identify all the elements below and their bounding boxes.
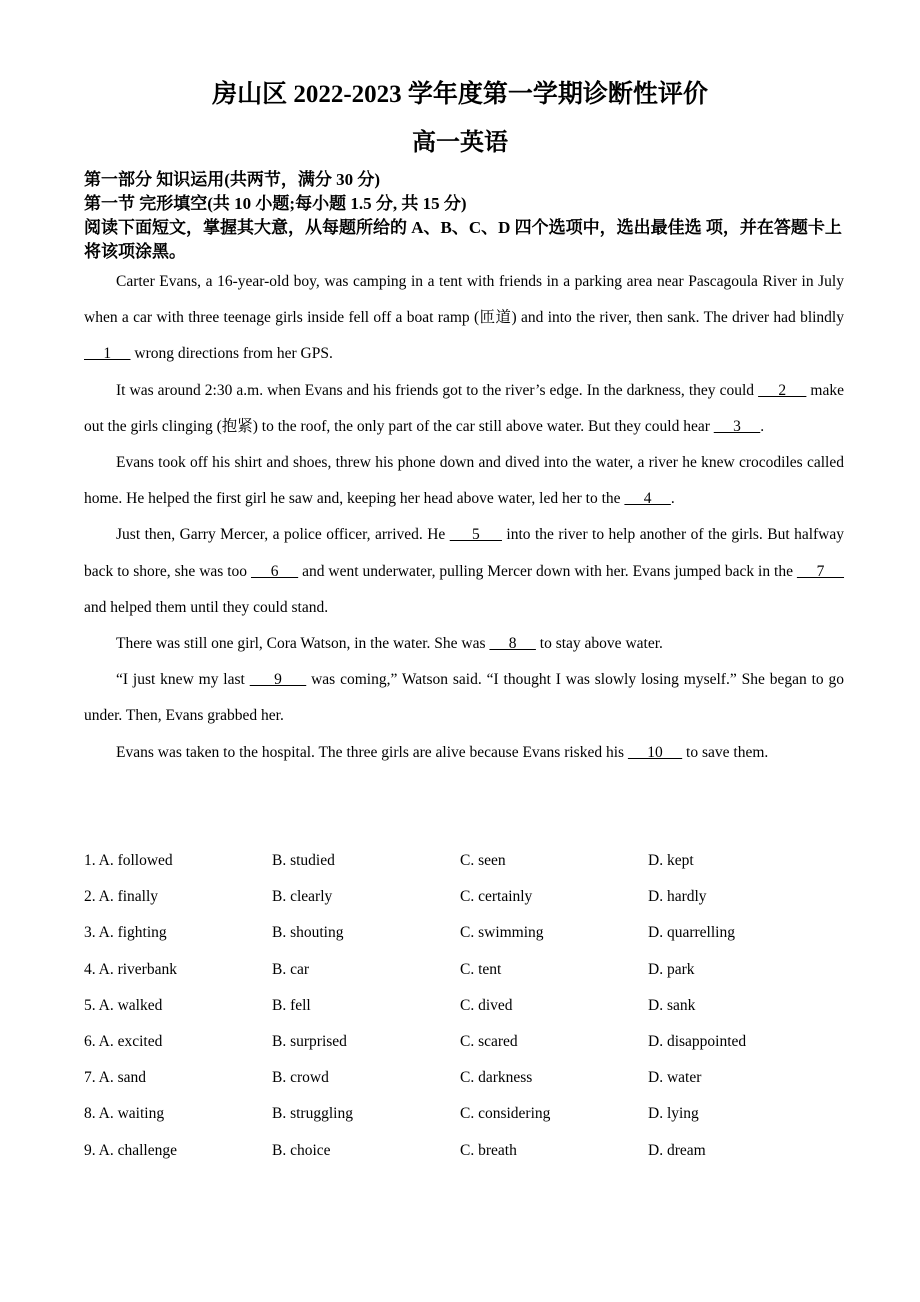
option-row — [84, 1096, 844, 1132]
option-row — [84, 952, 844, 988]
option-a: 8. A. waiting — [84, 1105, 165, 1123]
option-a: 3. A. fighting — [84, 924, 167, 942]
option-row — [84, 1024, 844, 1060]
option-c: C. dived — [460, 996, 513, 1014]
option-a: 4. A. riverbank — [84, 960, 177, 978]
option-a: 7. A. sand — [84, 1069, 146, 1087]
blank-2: 2 — [758, 381, 807, 399]
page-subtitle: 高一英语 — [412, 130, 508, 156]
blank-10: 10 — [627, 743, 683, 761]
option-c: C. scared — [460, 1032, 518, 1050]
option-d: D. sank — [648, 996, 696, 1014]
option-a: 9. A. challenge — [84, 1141, 177, 1159]
option-a: 6. A. excited — [84, 1032, 163, 1050]
blank-1: 1 — [84, 345, 131, 363]
passage-paragraph: Evans took off his shirt and shoes, threw his phone down and dived into the water, a river he knew crocodiles called home. He helped the first girl he saw and, keeping her head above water, led her to the 4 . — [84, 454, 844, 508]
option-a: 1. A. followed — [84, 852, 173, 869]
option-row — [84, 915, 844, 951]
instruction-text: 阅读下面短文，掌握其大意，从每题所给的 A、B、C、D 四个选项中，选出最佳选 项，并在答题卡上将该项涂黑。 — [84, 218, 842, 261]
option-b: B. car — [272, 960, 310, 978]
option-a: 5. A. walked — [84, 996, 163, 1014]
option-c: C. tent — [460, 960, 502, 978]
option-b: B. fell — [272, 996, 311, 1014]
option-row — [84, 1133, 844, 1169]
answer-options — [84, 843, 844, 1169]
blank-8: 8 — [489, 635, 536, 653]
page-title: 房山区 2022-2023 学年度第一学期诊断性评价 — [212, 81, 708, 108]
option-c: C. seen — [460, 852, 506, 869]
blank-9: 9 — [249, 671, 307, 689]
option-d: D. disappointed — [648, 1032, 747, 1050]
option-c: C. darkness — [460, 1069, 533, 1087]
option-row — [84, 843, 844, 879]
option-d: D. kept — [648, 852, 694, 869]
passage-paragraph: It was around 2:30 a.m. when Evans and his friends got to the river’s edge. In the darkness, they could 2 make out the girls clinging (抱紧) to the roof, the only part of the car still above water. But they could hear 3 . — [84, 381, 844, 435]
section-heading: 第一节 完形填空(共 10 小题;每小题 1.5 分, 共 15 分) — [84, 194, 467, 213]
option-d: D. dream — [648, 1141, 706, 1159]
passage-paragraph: “I just knew my last 9 was coming,” Watson said. “I thought I was slowly losing myself.” She began to go under. Then, Evans grabbed her. — [84, 671, 845, 725]
option-b: B. studied — [272, 852, 335, 869]
option-d: D. water — [648, 1069, 702, 1087]
passage-paragraph: Carter Evans, a 16-year-old boy, was camping in a tent with friends in a parking area near Pascagoula River in July when a car with three teenage girls inside fell off a boat ramp (匝道) and into the river, then sank. The driver had blindly 1 wrong directions from her GPS. — [84, 273, 844, 363]
blank-3: 3 — [713, 417, 761, 435]
option-c: C. swimming — [460, 924, 544, 942]
option-d: D. park — [648, 960, 695, 978]
option-b: B. choice — [272, 1141, 331, 1159]
option-d: D. quarrelling — [648, 924, 735, 942]
option-b: B. crowd — [272, 1069, 329, 1087]
option-d: D. hardly — [648, 888, 707, 906]
passage-paragraph: There was still one girl, Cora Watson, in the water. She was 8 to stay above water. — [116, 635, 663, 653]
option-row — [84, 988, 844, 1024]
option-row — [84, 879, 844, 915]
blank-5: 5 — [449, 526, 502, 544]
option-c: C. considering — [460, 1105, 551, 1123]
option-a: 2. A. finally — [84, 888, 159, 906]
option-c: C. breath — [460, 1141, 517, 1159]
option-b: B. shouting — [272, 924, 344, 942]
option-b: B. clearly — [272, 888, 333, 906]
option-c: C. certainly — [460, 888, 533, 906]
passage-paragraph: Just then, Garry Mercer, a police officer, arrived. He 5 into the river to help another of the girls. But halfway back to shore, she was too 6 and went underwater, pulling Mercer down with her. Evans jumped back in the 7 and helped them until they could stand. — [84, 526, 845, 616]
option-b: B. struggling — [272, 1105, 353, 1123]
blank-6: 6 — [250, 562, 299, 580]
blank-4: 4 — [624, 490, 671, 508]
cloze-passage — [84, 264, 844, 771]
part-heading: 第一部分 知识运用(共两节，满分 30 分) — [84, 170, 381, 189]
blank-7: 7 — [796, 562, 845, 580]
option-row — [84, 1060, 844, 1096]
option-b: B. surprised — [272, 1032, 347, 1050]
passage-paragraph: Evans was taken to the hospital. The three girls are alive because Evans risked his 10 to save them. — [116, 743, 769, 761]
option-d: D. lying — [648, 1105, 699, 1123]
